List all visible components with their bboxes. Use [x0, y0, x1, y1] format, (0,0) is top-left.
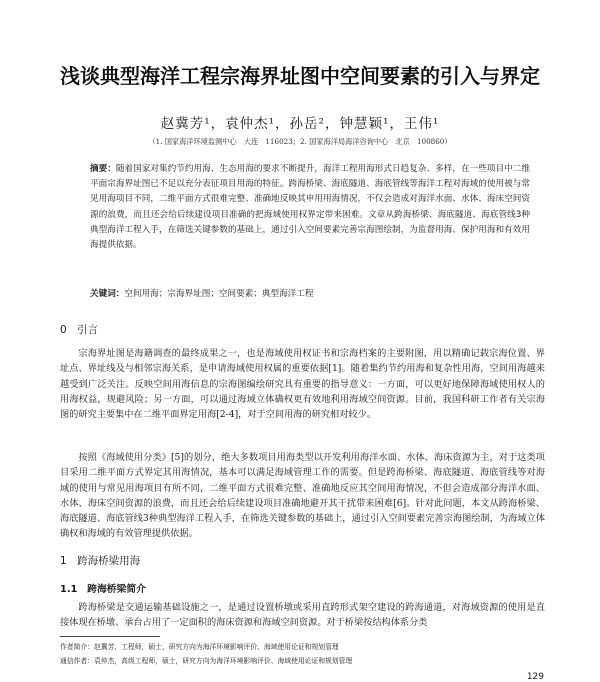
keywords-label: 关键词：: [90, 289, 125, 299]
keywords-text: 空间用海；宗海界址图；空间要素；典型海洋工程: [124, 289, 314, 299]
paragraph-text: 跨海桥梁是交通运输基础设施之一，是通过设置桥墩或采用直跨形式架空建设的跨海通道，对海域资源的使用是直接体现在桥墩、承台占用了一定面积的海床资源和海域空间资源。对于桥梁按结构体系分类: [60, 602, 545, 629]
section-heading-introduction: 0 引言: [60, 324, 99, 336]
introduction-paragraph-2: [60, 450, 545, 542]
subsection-heading-bridge-intro: 1.1 跨海桥梁简介: [60, 584, 146, 595]
author-affiliation: （1. 国家海洋环境监测中心 大连 116023；2. 国家海洋局海洋咨询中心 北京 100860）: [148, 137, 452, 146]
page-number: 129: [526, 672, 544, 682]
keywords: [90, 287, 530, 302]
author-list: 赵冀芳¹，袁仲杰¹，孙岳²，钟慧颖¹，王伟¹: [160, 116, 440, 132]
footnote-corresponding-author: 通信作者：袁仲杰，高级工程师，硕士，研究方向为海洋环境影响评价、海域使用论证和规划管理: [60, 657, 353, 665]
introduction-paragraph-1: [60, 346, 545, 422]
footnote-divider: [60, 636, 160, 637]
footnote-author-bio: 作者简介：赵冀芳，工程师，硕士，研究方向为海洋环境影响评价、海域使用论证和规划管理: [60, 643, 339, 651]
article-title: 浅谈典型海洋工程宗海界址图中空间要素的引入与界定: [60, 64, 540, 88]
abstract-label: 摘要：: [90, 164, 116, 174]
paragraph-text: 宗海界址图是海籍调查的最终成果之一，也是海域使用权证书和宗海档案的主要附图，用以精确记载宗海位置、界址点、界址线及与相邻宗海关系，是申请海域使用权属的重要依据[1]。随着集约节约用海和复杂性用海，空间用海越来越受到广泛关注。反映空间用海信息的宗海图编绘研究具有重要的指导意义：一方面，可以更好地保障海域使用权人的用海权益，规避风险；另一方面，可以通过海域立体确权更有效地利用海域空间资源。目前，我国科研工作者有关宗海图的研究主要集中在二维平面界定用海[2-4]，对于空间用海的研究相对较少。: [60, 348, 545, 421]
abstract: [90, 162, 530, 253]
section-heading-bridge: 1 跨海桥梁用海: [60, 555, 141, 567]
bridge-paragraph-1: [60, 600, 545, 631]
paragraph-text: 按照《海域使用分类》[5]的划分，绝大多数项目用海类型以开发利用海洋水面、水体、海床资源为主，对于这类项目采用二维平面方式界定其用海情况，基本可以满足海域管理工作的需要。但是跨海桥梁、海底隧道、海底管线等对海域的使用与常见用海项目有所不同，二维平面方式很难完整、准确地反应其空间用海情况，不但会造成部分海洋水面、水体、海床空间资源的浪费，而且还会给后续建设项目准确地避开其干扰带来困难[6]。针对此问题，本文从跨海桥梁、海底隧道、海底管线3种典型海洋工程入手，在筛选关键参数的基础上，通过引入空间要素完善宗海图绘制，为海域立体确权和海域的有效管理提供依据。: [60, 452, 545, 540]
abstract-text: 随着国家对集约节约用海、生态用海的要求不断提升，海洋工程用海形式日趋复杂、多样，在一些项目中二维平面宗海界址图已不足以充分表征项目用海的特征。跨海桥梁、海底隧道、海底管线等海洋工程对海域的使用被与常见用海项目不同，二维平面方式很难完整、准确地反映其申用用海情况，不仅会造成对海洋水面、水体、海床空间资源的浪费，而且还会给后续建设项目准确的把海域使用权界定带来困难。文章从跨海桥梁、海底隧道、海底管线3种典型海洋工程入手，在筛选关键参数的基础上，通过引入空间要素完善宗海图绘制，为监督用海、保护用海和有效用海提供依据。: [90, 164, 530, 251]
